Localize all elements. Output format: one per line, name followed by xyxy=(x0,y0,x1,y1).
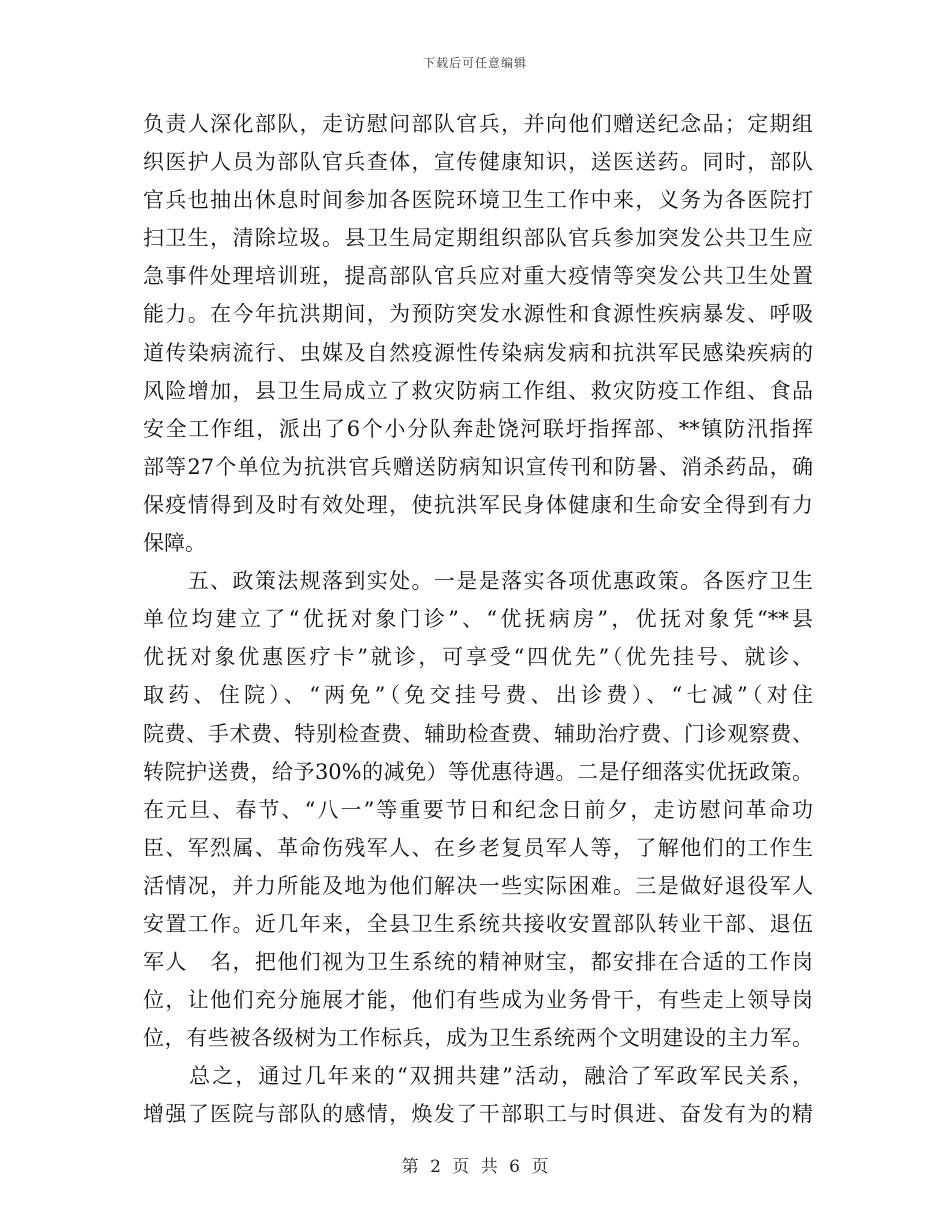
text-line: 道传染病流行、虫媒及自然疫源性传染病发病和抗洪军民感染疾病的 xyxy=(143,340,813,365)
page-number: 第 2 页 共 6 页 xyxy=(401,1157,549,1177)
text-line: 能力。在今年抗洪期间，为预防突发水源性和食源性疾病暴发、呼吸 xyxy=(143,302,813,327)
text-line: 位，有些被各级树为工作标兵，成为卫生系统两个文明建设的主力军。 xyxy=(143,1026,813,1051)
text-line: 负责人深化部队，走访慰问部队官兵，并向他们赠送纪念品；定期组 xyxy=(143,112,813,136)
text-line: 五、政策法规落到实处。一是是落实各项优惠政策。各医疗卫生 xyxy=(143,569,813,594)
text-line: 扫卫生，清除垃圾。县卫生局定期组织部队官兵参加突发公共卫生应 xyxy=(143,226,813,251)
text-line: 保疫情得到及时有效处理，使抗洪军民身体健康和生命安全得到有力 xyxy=(143,492,813,517)
text-line: 增强了医院与部队的感情，焕发了干部职工与时俱进、奋发有为的精 xyxy=(143,1102,813,1127)
text-line: 安全工作组，派出了6个小分队奔赴饶河联圩指挥部、**镇防汛指挥 xyxy=(143,416,813,441)
header-note: 下载后可任意编辑 xyxy=(422,56,527,70)
text-line: 风险增加，县卫生局成立了救灾防病工作组、救灾防疫工作组、食品 xyxy=(143,378,813,403)
text-line: 急事件处理培训班，提高部队官兵应对重大疫情等突发公共卫生处置 xyxy=(143,264,813,289)
text-line: 在元旦、春节、“八一”等重要节日和纪念日前夕，走访慰问革命功 xyxy=(143,797,813,822)
text-line: 单位均建立了“优抚对象门诊”、“优抚病房”，优抚对象凭“**县 xyxy=(143,607,813,632)
text-line: 总之，通过几年来的“双拥共建”活动，融洽了军政军民关系， xyxy=(143,1064,813,1089)
text-line: 臣、军烈属、革命伤残军人、在乡老复员军人等，了解他们的工作生 xyxy=(143,835,813,860)
document-body xyxy=(143,105,813,1134)
text-line: 织医护人员为部队官兵查体，宣传健康知识，送医送药。同时，部队 xyxy=(143,150,813,175)
text-line: 转院护送费，给予30%的减免）等优惠待遇。二是仔细落实优抚政策。 xyxy=(143,759,813,784)
text-line: 安置工作。近几年来，全县卫生系统共接收安置部队转业干部、退伍 xyxy=(143,911,813,936)
text-line: 取药、住院）、“两免”（免交挂号费、出诊费）、“七减”（对住 xyxy=(143,683,813,708)
text-line: 活情况，并力所能及地为他们解决一些实际困难。三是做好退役军人 xyxy=(143,873,813,898)
text-line: 部等27个单位为抗洪官兵赠送防病知识宣传刊和防暑、消杀药品，确 xyxy=(143,454,813,479)
text-line: 保障。 xyxy=(143,531,206,556)
text-line: 优抚对象优惠医疗卡”就诊，可享受“四优先”（优先挂号、就诊、 xyxy=(143,645,813,670)
text-line: 院费、手术费、特别检查费、辅助检查费、辅助治疗费、门诊观察费、 xyxy=(143,721,813,746)
text-line: 位，让他们充分施展才能，他们有些成为业务骨干，有些走上领导岗 xyxy=(143,988,813,1013)
text-line: 军人 名，把他们视为卫生系统的精神财宝，都安排在合适的工作岗 xyxy=(143,950,813,975)
text-line: 官兵也抽出休息时间参加各医院环境卫生工作中来，义务为各医院打 xyxy=(143,188,813,213)
